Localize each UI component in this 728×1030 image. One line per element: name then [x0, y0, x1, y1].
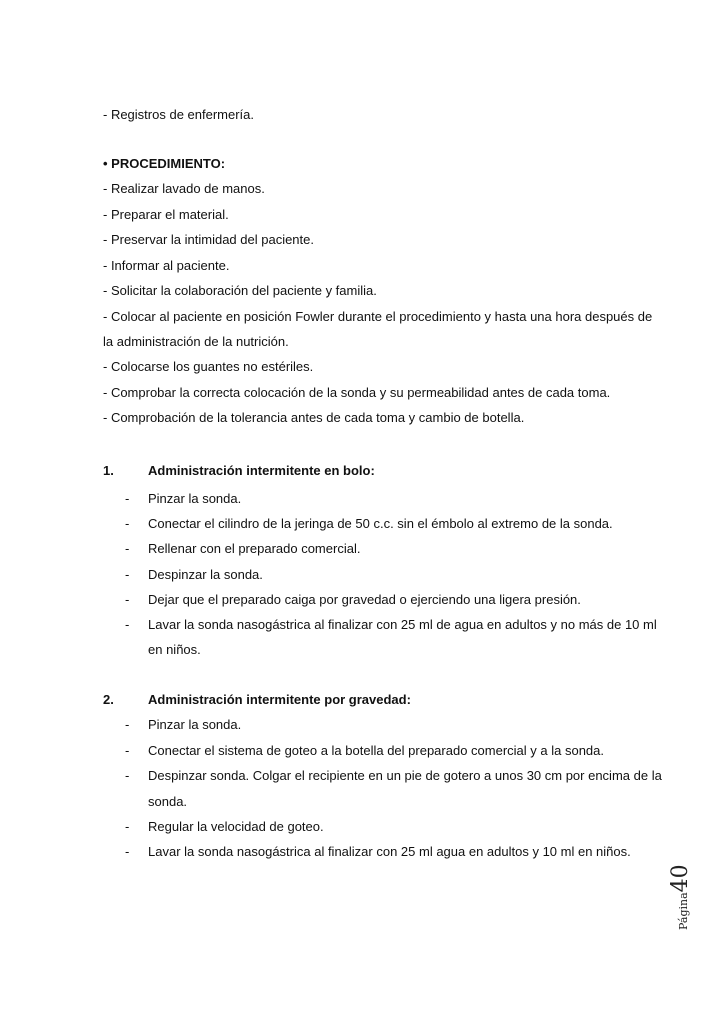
page-label: Página	[677, 892, 690, 930]
list-item: Conectar el cilindro de la jeringa de 50 c.c. sin el émbolo al extremo de la sonda.	[148, 516, 613, 531]
section-title: Administración intermitente en bolo:	[148, 463, 375, 478]
procedure-step: - Realizar lavado de manos.	[103, 181, 265, 196]
procedure-step: - Colocar al paciente en posición Fowler durante el procedimiento y hasta una hora después de	[103, 309, 653, 324]
list-bullet: -	[125, 541, 130, 556]
list-bullet: -	[125, 717, 130, 732]
section-number: 1.	[103, 463, 114, 478]
list-item: Regular la velocidad de goteo.	[148, 819, 324, 834]
list-item-continuation: en niños.	[148, 642, 201, 657]
list-bullet: -	[125, 768, 130, 783]
list-bullet: -	[125, 516, 130, 531]
section-title: Administración intermitente por gravedad:	[148, 692, 411, 707]
list-item: Dejar que el preparado caiga por gravedad o ejerciendo una ligera presión.	[148, 592, 581, 607]
procedure-step: - Comprobar la correcta colocación de la sonda y su permeabilidad antes de cada toma.	[103, 385, 611, 400]
list-item: Conectar el sistema de goteo a la botella del preparado comercial y a la sonda.	[148, 743, 604, 758]
procedure-step: la administración de la nutrición.	[103, 334, 289, 349]
list-bullet: -	[125, 743, 130, 758]
list-bullet: -	[125, 567, 130, 582]
list-bullet: -	[125, 844, 130, 859]
list-item: Lavar la sonda nasogástrica al finalizar con 25 ml de agua en adultos y no más de 10 ml	[148, 617, 657, 632]
procedure-heading: • PROCEDIMIENTO:	[103, 156, 226, 171]
section-number: 2.	[103, 692, 114, 707]
list-bullet: -	[125, 819, 130, 834]
procedure-step: - Colocarse los guantes no estériles.	[103, 359, 314, 374]
list-item: Lavar la sonda nasogástrica al finalizar con 25 ml agua en adultos y 10 ml en niños.	[148, 844, 631, 859]
list-bullet: -	[125, 617, 130, 632]
list-item-continuation: sonda.	[148, 794, 188, 809]
page-number: 40	[668, 864, 693, 893]
list-item: Pinzar la sonda.	[148, 717, 242, 732]
page-number-footer	[668, 850, 692, 930]
procedure-step: - Preservar la intimidad del paciente.	[103, 232, 314, 247]
procedure-step: - Preparar el material.	[103, 207, 229, 222]
procedure-step: - Solicitar la colaboración del paciente y familia.	[103, 283, 377, 298]
list-bullet: -	[125, 592, 130, 607]
list-item: Rellenar con el preparado comercial.	[148, 541, 361, 556]
list-item: Despinzar la sonda.	[148, 567, 263, 582]
procedure-step: - Comprobación de la tolerancia antes de cada toma y cambio de botella.	[103, 410, 525, 425]
intro-text: - Registros de enfermería.	[103, 107, 255, 122]
list-item: Pinzar la sonda.	[148, 491, 242, 506]
procedure-step: - Informar al paciente.	[103, 258, 230, 273]
list-item: Despinzar sonda. Colgar el recipiente en un pie de gotero a unos 30 cm por encima de la	[148, 768, 662, 783]
list-bullet: -	[125, 491, 130, 506]
